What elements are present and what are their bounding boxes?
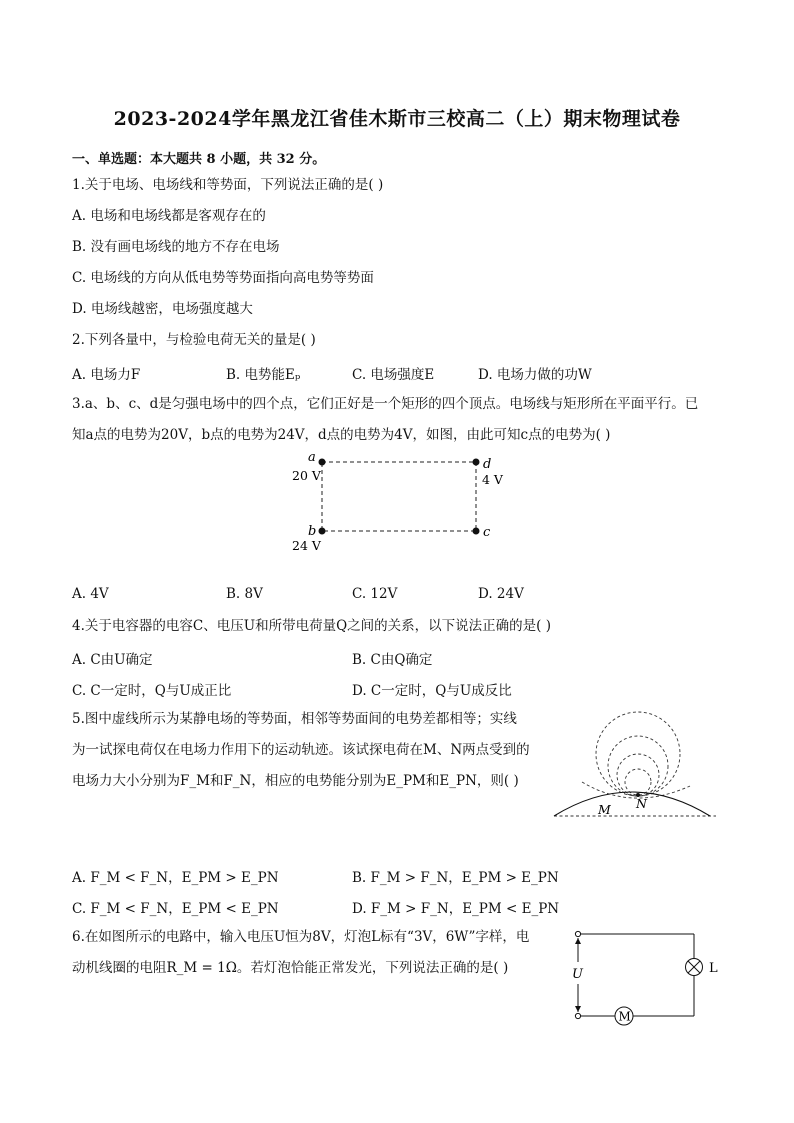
terminal-top bbox=[575, 931, 580, 936]
q4-option-d[interactable]: D. C一定时，Q与U成反比 bbox=[352, 683, 512, 699]
q5-option-c[interactable]: C. F_M < F_N，E_PM < E_PN bbox=[72, 901, 279, 917]
q1-option-d[interactable]: D. 电场线越密，电场强度越大 bbox=[72, 301, 253, 317]
dashed-rectangle bbox=[322, 462, 476, 531]
label-n: N bbox=[636, 796, 647, 811]
label-vb: 24 V bbox=[292, 538, 321, 553]
q5-stem-line2: 为一试探电荷仅在电场力作用下的运动轨迹。该试探电荷在M、N两点受到的 bbox=[72, 742, 530, 758]
label-va: 20 V bbox=[292, 468, 321, 483]
q4-option-c[interactable]: C. C一定时，Q与U成正比 bbox=[72, 683, 232, 699]
label-d: d bbox=[483, 457, 492, 472]
rectangle-figure bbox=[280, 448, 510, 558]
q2-option-d[interactable]: D. 电场力做的功W bbox=[478, 367, 592, 383]
q3-option-a[interactable]: A. 4V bbox=[72, 586, 109, 602]
q5-option-a[interactable]: A. F_M < F_N，E_PM > E_PN bbox=[72, 870, 279, 886]
label-l: L bbox=[709, 961, 718, 976]
q3-option-c[interactable]: C. 12V bbox=[352, 586, 398, 602]
label-m: M bbox=[598, 802, 611, 817]
section-heading: 一、单选题：本大题共 8 小题，共 32 分。 bbox=[72, 152, 326, 167]
terminal-bottom bbox=[575, 1013, 580, 1018]
q2-option-a[interactable]: A. 电场力F bbox=[72, 367, 141, 383]
equipotential-circle-4 bbox=[625, 769, 651, 795]
q6-stem-line2: 动机线圈的电阻R_M = 1Ω。若灯泡恰能正常发光，下列说法正确的是( ) bbox=[72, 960, 509, 976]
q3-stem-line2: 知a点的电势为20V，b点的电势为24V，d点的电势为4V，如图，由此可知c点的电势为( ) bbox=[72, 427, 611, 443]
label-vd: 4 V bbox=[482, 472, 503, 487]
q1-option-c[interactable]: C. 电场线的方向从低电势等势面指向高电势等势面 bbox=[72, 270, 374, 286]
q2-option-c[interactable]: C. 电场强度E bbox=[352, 367, 435, 383]
equipotential-circle-1 bbox=[596, 712, 680, 796]
point-a bbox=[319, 459, 326, 466]
circuit-figure bbox=[566, 924, 726, 1030]
q1-option-b[interactable]: B. 没有画电场线的地方不存在电场 bbox=[72, 239, 280, 255]
page-title: 2023-2024学年黑龙江省佳木斯市三校高二（上）期末物理试卷 bbox=[113, 108, 681, 130]
point-b bbox=[319, 528, 326, 535]
q4-option-a[interactable]: A. C由U确定 bbox=[72, 652, 153, 668]
q3-option-d[interactable]: D. 24V bbox=[478, 586, 524, 602]
label-u: U bbox=[572, 967, 583, 982]
q2-stem: 2.下列各量中，与检验电荷无关的量是( ) bbox=[72, 332, 316, 348]
q3-option-b[interactable]: B. 8V bbox=[226, 586, 263, 602]
equipotential-circle-3 bbox=[617, 754, 659, 796]
q2-option-b[interactable]: B. 电势能Eₚ bbox=[226, 367, 301, 383]
q6-stem-line1: 6.在如图所示的电路中，输入电压U恒为8V，灯泡L标有“3V，6W”字样，电 bbox=[72, 929, 530, 945]
voltage-arrow-up bbox=[575, 938, 581, 944]
label-c: c bbox=[483, 525, 491, 540]
equipotential-circle-2 bbox=[608, 736, 668, 796]
q4-stem: 4.关于电容器的电容C、电压U和所带电荷量Q之间的关系，以下说法正确的是( ) bbox=[72, 618, 551, 634]
label-b: b bbox=[308, 524, 317, 539]
q4-option-b[interactable]: B. C由Q确定 bbox=[352, 652, 433, 668]
label-motor: M bbox=[618, 1009, 631, 1024]
voltage-arrow-down bbox=[575, 1006, 581, 1012]
q1-stem: 1.关于电场、电场线和等势面，下列说法正确的是( ) bbox=[72, 177, 384, 193]
equipotential-figure bbox=[552, 708, 722, 826]
q3-stem-line1: 3.a、b、c、d是匀强电场中的四个点，它们正好是一个矩形的四个顶点。电场线与矩形所在平面平行。已 bbox=[72, 396, 699, 412]
q5-option-d[interactable]: D. F_M > F_N，E_PM < E_PN bbox=[352, 901, 560, 917]
q5-option-b[interactable]: B. F_M > F_N，E_PM > E_PN bbox=[352, 870, 559, 886]
label-a: a bbox=[308, 450, 316, 465]
q1-option-a[interactable]: A. 电场和电场线都是客观存在的 bbox=[72, 208, 266, 224]
q5-stem-line1: 5.图中虚线所示为某静电场的等势面，相邻等势面间的电势差都相等；实线 bbox=[72, 711, 517, 727]
q5-stem-line3: 电场力大小分别为F_M和F_N，相应的电势能分别为E_PM和E_PN，则( ) bbox=[72, 773, 519, 789]
point-c bbox=[473, 528, 480, 535]
point-d bbox=[473, 459, 480, 466]
